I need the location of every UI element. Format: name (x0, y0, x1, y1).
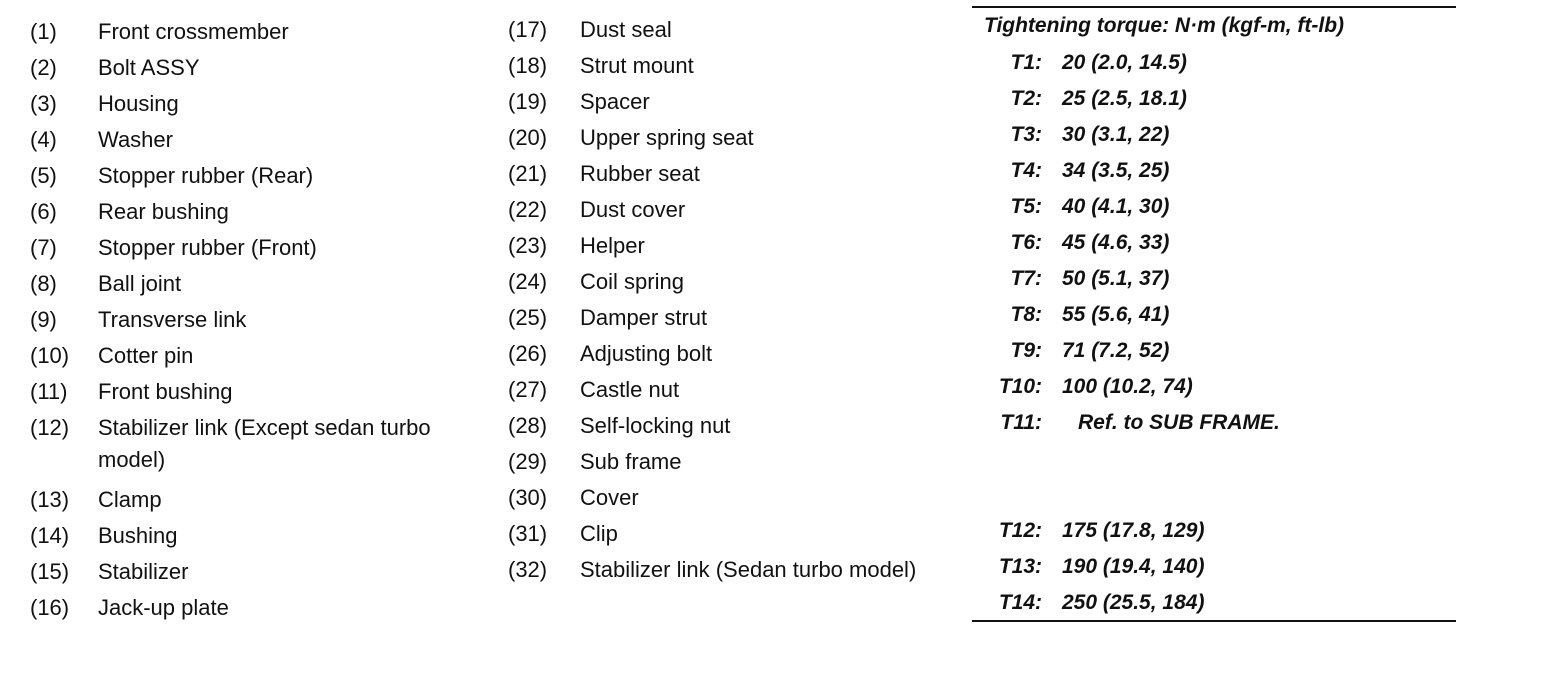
part-name: Coil spring (580, 269, 684, 294)
torque-code: T6: (1010, 231, 1042, 254)
part-number: (25) (508, 305, 548, 330)
part-number: (16) (30, 595, 70, 620)
torque-value: 100 (10.2, 74) (1062, 375, 1193, 398)
torque-code: T3: (1010, 123, 1042, 146)
torque-value: 30 (3.1, 22) (1062, 123, 1170, 146)
part-name: Dust cover (580, 197, 686, 222)
part-name: Washer (98, 127, 173, 152)
torque-value: 45 (4.6, 33) (1062, 231, 1170, 254)
torque-title: Tightening torque: N·m (kgf-m, ft-lb) (984, 14, 1345, 37)
part-number: (6) (30, 199, 57, 224)
torque-code: T14: (998, 591, 1042, 614)
part-number: (19) (508, 89, 548, 114)
part-name: Clamp (98, 487, 162, 512)
part-name: Dust seal (580, 17, 672, 42)
part-number: (30) (508, 485, 548, 510)
part-name: Front crossmember (98, 19, 289, 44)
part-number: (3) (30, 91, 57, 116)
part-number: (14) (30, 523, 70, 548)
part-number: (8) (30, 271, 57, 296)
torque-code: T7: (1010, 267, 1042, 290)
part-name: Sub frame (580, 449, 682, 474)
part-number: (22) (508, 197, 548, 222)
part-number: (28) (508, 413, 548, 438)
torque-value: 20 (2.0, 14.5) (1062, 51, 1187, 74)
part-number: (32) (508, 557, 548, 582)
part-name: Damper strut (580, 305, 708, 330)
part-number: (18) (508, 53, 548, 78)
torque-value: 25 (2.5, 18.1) (1062, 87, 1187, 110)
torque-value: 40 (4.1, 30) (1062, 195, 1170, 218)
part-name: Strut mount (580, 53, 694, 78)
part-number: (17) (508, 17, 548, 42)
torque-value: 50 (5.1, 37) (1062, 267, 1170, 290)
part-name: Self-locking nut (580, 413, 731, 438)
part-number: (26) (508, 341, 548, 366)
part-name: Cover (580, 485, 639, 510)
torque-code: T5: (1010, 195, 1042, 218)
part-name: Bushing (98, 523, 178, 548)
part-name: Spacer (580, 89, 650, 114)
part-name: Rear bushing (98, 199, 229, 224)
torque-code: T2: (1010, 87, 1042, 110)
torque-code: T9: (1010, 339, 1042, 362)
part-name: Upper spring seat (580, 125, 754, 150)
part-number: (24) (508, 269, 548, 294)
part-name: Cotter pin (98, 343, 194, 368)
torque-code: T12: (998, 519, 1042, 542)
torque-value: 175 (17.8, 129) (1062, 519, 1205, 542)
torque-reference: Ref. to SUB FRAME. (1078, 411, 1280, 434)
torque-value: 250 (25.5, 184) (1062, 591, 1205, 614)
part-number: (1) (30, 19, 57, 44)
part-number: (2) (30, 55, 57, 80)
part-number: (12) (30, 415, 70, 440)
torque-value: 71 (7.2, 52) (1062, 339, 1170, 362)
torque-table (972, 6, 1458, 622)
part-number: (7) (30, 235, 57, 260)
part-name: Clip (580, 521, 618, 546)
part-number: (9) (30, 307, 57, 332)
part-number: (5) (30, 163, 57, 188)
part-number: (31) (508, 521, 548, 546)
part-name: Adjusting bolt (580, 341, 713, 366)
part-name: Rubber seat (580, 161, 700, 186)
part-name: Front bushing (98, 379, 233, 404)
torque-code: T11: (1000, 411, 1042, 434)
part-number: (10) (30, 343, 70, 368)
part-name: Housing (98, 91, 179, 116)
part-number: (21) (508, 161, 548, 186)
part-name: Bolt ASSY (98, 55, 200, 80)
torque-code: T10: (998, 375, 1042, 398)
bottom-rule (972, 620, 1456, 622)
torque-code: T4: (1010, 159, 1042, 182)
part-number: (4) (30, 127, 57, 152)
part-name: Jack-up plate (98, 595, 229, 620)
torque-value: 55 (5.6, 41) (1062, 303, 1170, 326)
part-number: (15) (30, 559, 70, 584)
part-name: Stabilizer link (Except sedan turbo model) (98, 415, 431, 472)
part-number: (11) (30, 379, 68, 404)
part-name: Stabilizer link (Sedan turbo model) (580, 557, 917, 582)
torque-code: T1: (1010, 51, 1042, 74)
part-name: Transverse link (98, 307, 247, 332)
top-rule (972, 6, 1456, 8)
part-number: (13) (30, 487, 70, 512)
part-name: Stopper rubber (Front) (98, 235, 317, 260)
part-number: (29) (508, 449, 548, 474)
part-name: Stabilizer (98, 559, 189, 584)
torque-code: T8: (1010, 303, 1042, 326)
torque-value: 34 (3.5, 25) (1062, 159, 1170, 182)
part-name: Stopper rubber (Rear) (98, 163, 314, 188)
part-number: (23) (508, 233, 548, 258)
torque-value: 190 (19.4, 140) (1062, 555, 1205, 578)
part-number: (20) (508, 125, 548, 150)
torque-code: T13: (998, 555, 1042, 578)
part-name: Ball joint (98, 271, 182, 296)
part-number: (27) (508, 377, 548, 402)
part-name: Castle nut (580, 377, 680, 402)
part-name: Helper (580, 233, 645, 258)
